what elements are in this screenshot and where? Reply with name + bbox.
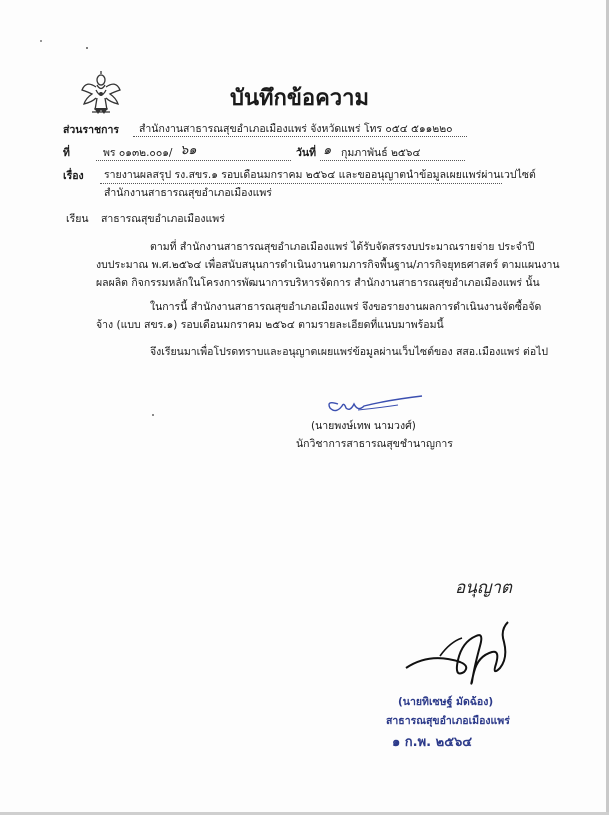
- approval-note-handwritten: อนุญาต: [455, 578, 512, 598]
- signer-position: นักวิชาการสาธารณสุขชำนาญการ: [296, 438, 453, 450]
- agency-underline: [133, 136, 467, 137]
- speck-mark: [152, 414, 154, 416]
- date-day-handwritten: ๑: [323, 143, 332, 158]
- date-label: วันที่: [296, 147, 316, 159]
- speck-mark: [40, 40, 42, 42]
- agency-label: ส่วนราชการ: [63, 124, 120, 136]
- approver-name: (นายทิเซษฐ์ มัดฉ้อง): [398, 696, 494, 708]
- para2-line-2: จ้าง (แบบ สขร.๑) รอบเดือนมกราคม ๒๕๖๔ ตามรายละเอียดที่แนบมาพร้อมนี้: [96, 319, 444, 331]
- para1-line-2: งบประมาณ พ.ศ.๒๕๖๔ เพื่อสนับสนุนการดำเนินงานตามภารกิจพื้นฐาน/ภารกิจยุทธศาสตร์ ตามแผนงาน: [96, 259, 560, 271]
- para3: จึงเรียนมาเพื่อโปรดทราบและอนุญาตเผยแพร่ข้อมูลผ่านเว็บไซต์ของ สสอ.เมืองแพร่ ต่อไป: [150, 346, 549, 358]
- speck-mark: [86, 47, 88, 49]
- subject-line-2: สำนักงานสาธารณสุขอำเภอเมืองแพร่: [104, 187, 272, 199]
- doc-label: ที่: [63, 147, 70, 159]
- para1-line-1: ตามที่ สำนักงานสาธารณสุขอำเภอเมืองแพร่ ได้รับจัดสรรงบประมาณรายจ่าย ประจำปี: [150, 241, 535, 253]
- subject-underline: [100, 183, 502, 184]
- approver-position: สาธารณสุขอำเภอเมืองแพร่: [386, 715, 510, 727]
- signer-name: (นายพงษ์เทพ นามวงศ์): [311, 420, 416, 432]
- doc-number-handwritten: ๖๑: [180, 143, 197, 158]
- doc-underline: [96, 160, 291, 161]
- garuda-emblem: [80, 70, 122, 116]
- to-value: สาธารณสุขอำเภอเมืองแพร่: [101, 213, 225, 225]
- memo-title: บันทึกข้อความ: [230, 86, 370, 111]
- para1-line-3: ผลผลิต กิจกรรมหลักในโครงการพัฒนาการบริหารจัดการ สำนักงานสาธารณสุขอำเภอเมืองแพร่ นั้น: [96, 277, 540, 289]
- approval-date: ๑ ก.พ. ๒๕๖๔: [392, 735, 473, 750]
- approver-signature: [400, 612, 520, 692]
- subject-line-1: รายงานผลสรุป รง.สขร.๑ รอบเดือนมกราคม ๒๕๖๔ และขออนุญาตนำข้อมูลเผยแพร่ผ่านเวปไซต์: [104, 169, 536, 181]
- agency-value: สำนักงานสาธารณสุขอำเภอเมืองแพร่ จังหวัดแพร่ โทร ๐๕๔ ๕๑๑๒๒๐: [139, 123, 453, 135]
- date-underline: [320, 160, 465, 161]
- signer-signature: [318, 392, 428, 418]
- to-label: เรียน: [66, 213, 89, 225]
- date-value: กุมภาพันธ์ ๒๕๖๔: [341, 147, 421, 159]
- doc-value: พร ๐๑๓๒.๐๐๑/: [103, 147, 173, 159]
- para2-line-1: ในการนี้ สำนักงานสาธารณสุขอำเภอเมืองแพร่ จึงขอรายงานผลการดำเนินงานจัดซื้อจัด: [150, 301, 542, 313]
- subject-label: เรื่อง: [63, 170, 84, 182]
